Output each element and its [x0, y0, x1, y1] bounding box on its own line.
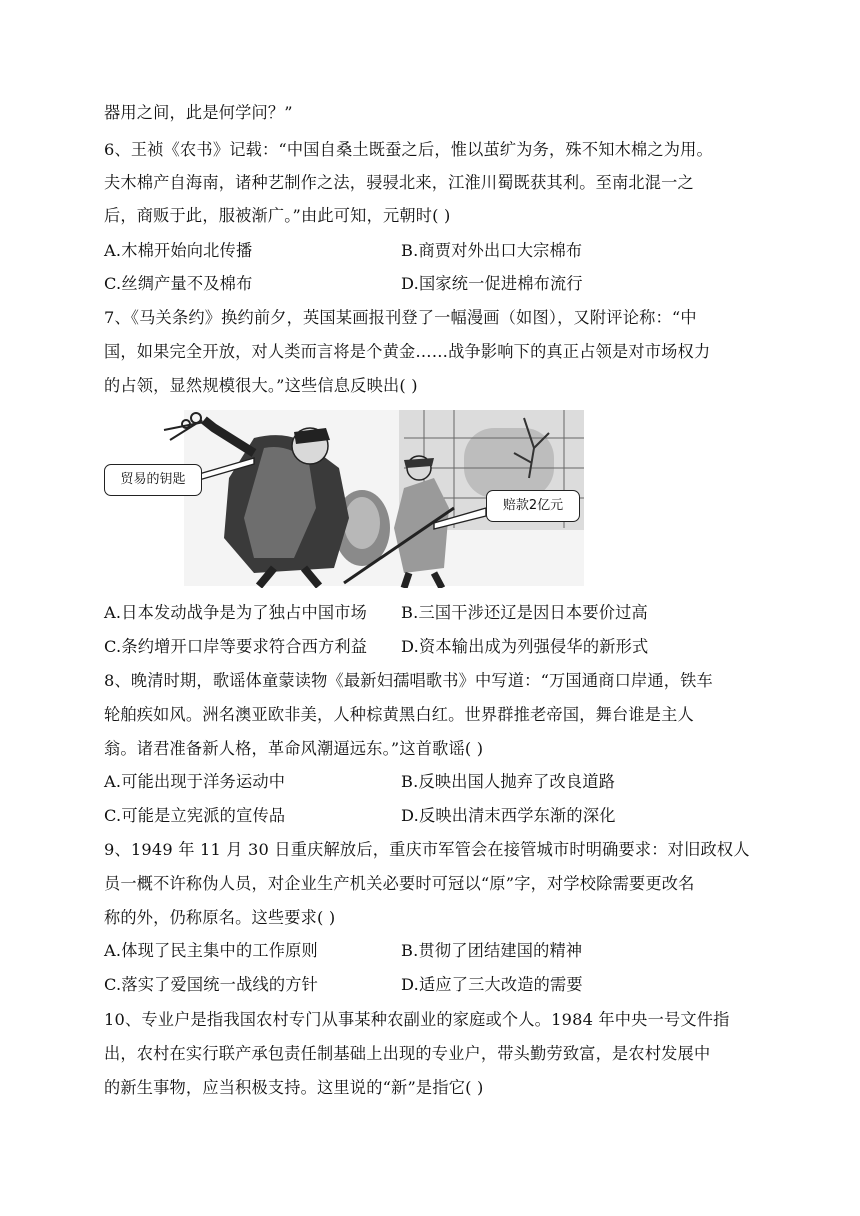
question-8-option-b[interactable]: B.反映出国人抛弃了改良道路 — [401, 772, 616, 791]
question-8-stem: 翁。诸君准备新人格，革命风潮逼远东。”这首歌谣( ) — [104, 739, 484, 758]
cartoon-label-left: 贸易的钥匙 — [104, 464, 202, 496]
question-6-option-a[interactable]: A.木棉开始向北传播 — [104, 241, 253, 260]
question-10-stem: 出，农村在实行联产承包责任制基础上出现的专业户，带头勤劳致富，是农村发展中 — [104, 1044, 711, 1063]
question-10-stem: 10、专业户是指我国农村专门从事某种农副业的家庭或个人。1984 年中央一号文件指 — [104, 1010, 730, 1029]
question-6-option-d[interactable]: D.国家统一促进棉布流行 — [401, 274, 583, 293]
question-6-stem: 后，商贩于此，服被渐广。”由此可知，元朝时( ) — [104, 206, 451, 225]
question-7-stem: 7、《马关条约》换约前夕，英国某画报刊登了一幅漫画（如图），又附评论称：“中 — [104, 308, 697, 327]
question-6-stem: 6、王祯《农书》记载：“中国自桑土既蚕之后，惟以茧纩为务，殊不知木棉之为用。 — [104, 140, 713, 159]
question-8-stem: 轮舶疾如风。洲名澳亚欧非美，人种棕黄黑白红。世界群推老帝国，舞台谁是主人 — [104, 705, 694, 724]
cartoon-label-right: 赔款2亿元 — [486, 490, 580, 522]
question-8-option-c[interactable]: C.可能是立宪派的宣传品 — [104, 806, 286, 825]
question-9-option-c[interactable]: C.落实了爱国统一战线的方针 — [104, 975, 319, 994]
question-9-stem: 9、1949 年 11 月 30 日重庆解放后，重庆市军管会在接管城市时明确要求：对旧政权人 — [104, 840, 750, 859]
question-9-stem: 员一概不许称伪人员，对企业生产机关必要时可冠以“原”字，对学校除需要更改名 — [104, 874, 695, 893]
question-6-option-c[interactable]: C.丝绸产量不及棉布 — [104, 274, 253, 293]
question-9-stem: 称的外，仍称原名。这些要求( ) — [104, 908, 336, 927]
question-9-option-b[interactable]: B.贯彻了团结建国的精神 — [401, 941, 583, 960]
question-6-option-b[interactable]: B.商贾对外出口大宗棉布 — [401, 241, 583, 260]
question-8-option-a[interactable]: A.可能出现于洋务运动中 — [104, 772, 286, 791]
question-8-stem: 8、晚清时期，歌谣体童蒙读物《最新妇孺唱歌书》中写道：“万国通商口岸通，铁车 — [104, 671, 713, 690]
question-9-option-a[interactable]: A.体现了民主集中的工作原则 — [104, 941, 318, 960]
question-7-stem: 国，如果完全开放，对人类而言将是个黄金……战争影响下的真正占领是对市场权力 — [104, 342, 711, 361]
question-7-option-d[interactable]: D.资本输出成为列强侵华的新形式 — [401, 637, 649, 656]
text-line: 器用之间，此是何学问？” — [104, 103, 293, 122]
question-7-option-a[interactable]: A.日本发动战争是为了独占中国市场 — [104, 603, 368, 622]
cartoon-illustration — [104, 408, 590, 588]
question-6-stem: 夫木棉产自海南，诸种艺制作之法，骎骎北来，江淮川蜀既获其利。至南北混一之 — [104, 173, 694, 192]
question-9-option-d[interactable]: D.适应了三大改造的需要 — [401, 975, 583, 994]
question-8-option-d[interactable]: D.反映出清末西学东渐的深化 — [401, 806, 616, 825]
question-7-stem: 的占领，显然规模很大。”这些信息反映出( ) — [104, 376, 418, 395]
question-10-stem: 的新生事物，应当积极支持。这里说的“新”是指它( ) — [104, 1078, 484, 1097]
question-7-option-b[interactable]: B.三国干涉还辽是因日本要价过高 — [401, 603, 648, 622]
question-7-option-c[interactable]: C.条约增开口岸等要求符合西方利益 — [104, 637, 368, 656]
